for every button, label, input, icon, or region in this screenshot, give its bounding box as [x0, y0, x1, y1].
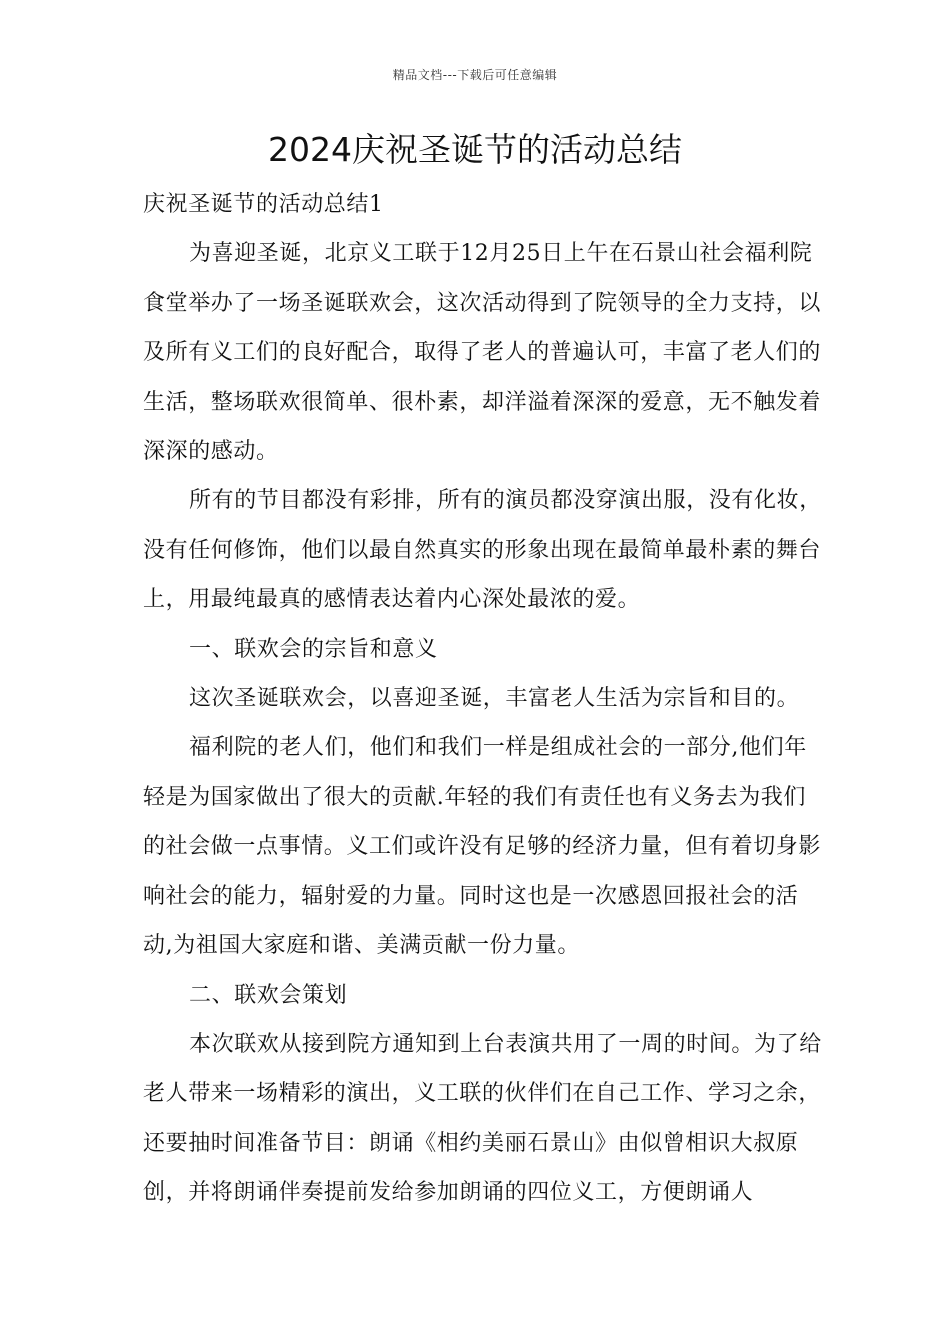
document-body [143, 180, 823, 1218]
header-note: 精品文档---下载后可任意编辑 [392, 68, 558, 82]
paragraph: 所有的节目都没有彩排，所有的演员都没穿演出服，没有化妆，没有任何修饰，他们以最自然真实的形象出现在最简单最朴素的舞台上，用最纯最真的感情表达着内心深处最浓的爱。 [143, 488, 822, 613]
section-subtitle: 庆祝圣诞节的活动总结1 [143, 192, 384, 217]
paragraph: 本次联欢从接到院方通知到上台表演共用了一周的时间。为了给老人带来一场精彩的演出，义工联的伙伴们在自己工作、学习之余，还要抽时间准备节目：朗诵《相约美丽石景山》由似曾相识大叔原创，并将朗诵伴奏提前发给参加朗诵的四位义工，方便朗诵人 [143, 1031, 822, 1206]
section-heading: 一、联欢会的宗旨和意义 [189, 636, 438, 662]
paragraph: 福利院的老人们，他们和我们一样是组成社会的一部分,他们年轻是为国家做出了很大的贡献.年轻的我们有责任也有义务去为我们的社会做一点事情。义工们或许没有足够的经济力量，但有着切身影响社会的能力，辐射爱的力量。同时这也是一次感恩回报社会的活动,为祖国大家庭和谐、美满贡献一份力量。 [143, 735, 822, 959]
paragraph: 为喜迎圣诞，北京义工联于12月25日上午在石景山社会福利院食堂举办了一场圣诞联欢会，这次活动得到了院领导的全力支持，以及所有义工们的良好配合，取得了老人的普遍认可，丰富了老人们的生活，整场联欢很简单、很朴素，却洋溢着深深的爱意，无不触发着深深的感动。 [143, 241, 822, 465]
section-heading: 二、联欢会策划 [189, 982, 348, 1008]
document-title: 2024庆祝圣诞节的活动总结 [268, 130, 682, 169]
paragraph: 这次圣诞联欢会，以喜迎圣诞，丰富老人生活为宗旨和目的。 [189, 686, 800, 712]
